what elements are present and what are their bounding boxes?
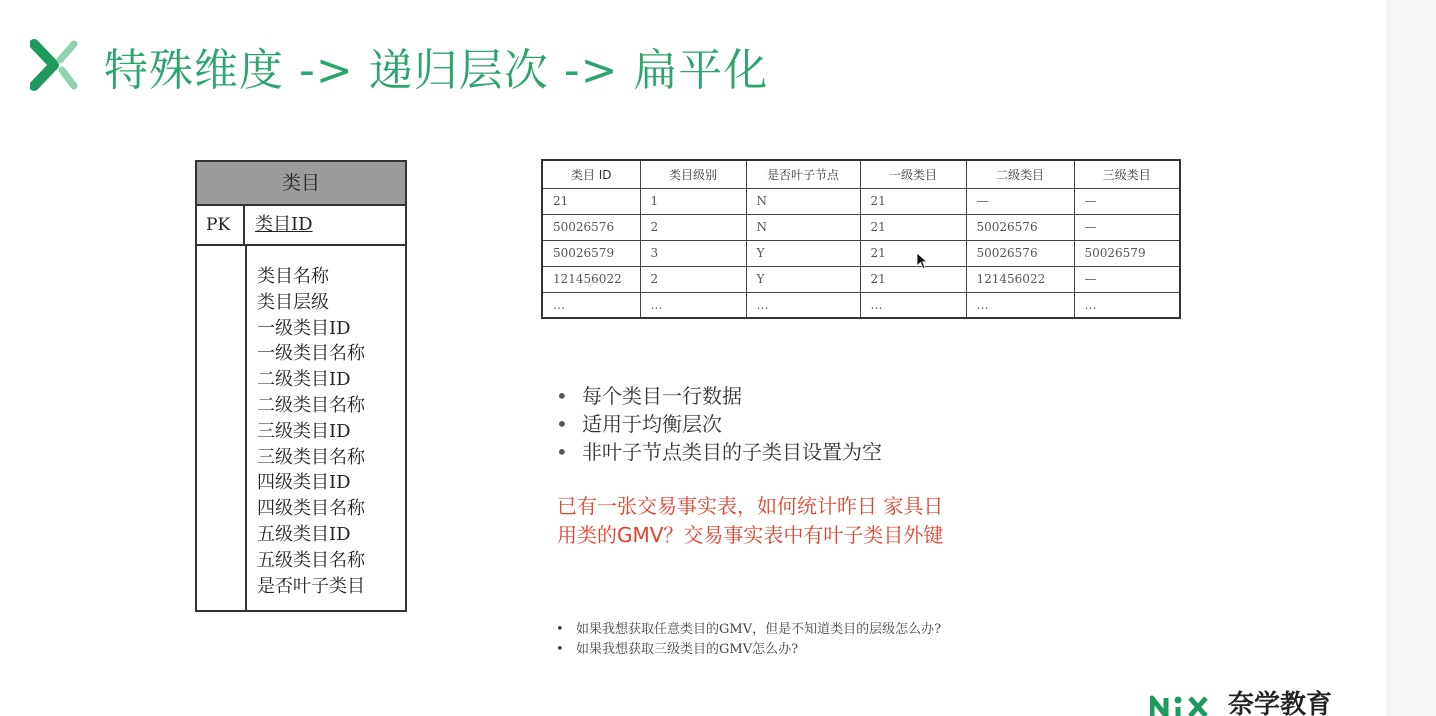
table-cell: — [1074,188,1180,214]
table-cell: 3 [640,240,746,266]
table-cell: 50026576 [966,240,1074,266]
note-line: 用类的GMV？交易事实表中有叶子类目外键 [557,523,944,547]
table-row [542,292,1180,318]
attribute: 四级类目名称 [257,498,365,520]
column-header: 类目 ID [542,160,640,188]
attribute: 是否叶子类目 [257,575,365,597]
table-cell: … [860,292,966,318]
attribute: 类目层级 [257,291,329,313]
attribute: 五级类目ID [257,523,351,545]
mouse-pointer-icon [916,252,928,270]
entity-attributes-section [197,246,405,610]
list-item: • 非叶子节点类目的子类目设置为空 [556,438,882,466]
table-cell: 121456022 [542,266,640,292]
table-cell: 2 [640,214,746,240]
table-cell: 2 [640,266,746,292]
x-chevron-logo-icon [30,38,80,92]
entity-name: 类目 [197,162,405,206]
attribute-list [257,264,365,599]
list-item: • 如果我想获取任意类目的GMV，但是不知道类目的层级怎么办? [556,620,941,640]
table-cell: — [1074,214,1180,240]
attribute: 三级类目名称 [257,446,365,468]
table-cell: 50026579 [1074,240,1180,266]
attribute: 五级类目名称 [257,549,365,571]
table-cell: — [1074,266,1180,292]
question-list [556,620,941,660]
table-cell: 21 [860,214,966,240]
table-cell: … [542,292,640,318]
list-item: • 适用于均衡层次 [556,410,882,438]
entity-column-divider [245,246,247,610]
table-cell: 21 [542,188,640,214]
table-cell: 121456022 [966,266,1074,292]
table-cell: 21 [860,266,966,292]
table-cell: 1 [640,188,746,214]
nx-brand-logo-icon [1150,690,1224,716]
feature-bullet-list [556,382,882,466]
attribute: 类目名称 [257,266,329,287]
attribute: 一级类目ID [257,317,351,339]
table-cell: … [746,292,860,318]
table-cell: … [966,292,1074,318]
table-cell: 50026576 [542,214,640,240]
table-cell: Y [746,266,860,292]
table-cell: 50026579 [542,240,640,266]
table-row [542,266,1180,292]
column-header: 是否叶子节点 [746,160,860,188]
column-header: 三级类目 [1074,160,1180,188]
note-line: 已有一张交易事实表，如何统计昨日 家具日 [557,494,944,518]
question-note [557,492,943,550]
column-header: 类目级别 [640,160,746,188]
attribute: 一级类目名称 [257,343,365,365]
list-item: • 每个类目一行数据 [556,382,882,410]
list-item: • 如果我想获取三级类目的GMV怎么办? [556,640,941,660]
pk-field: 类目ID [255,214,313,235]
table-cell: N [746,214,860,240]
attribute: 二级类目ID [257,369,351,391]
brand-name: 奈学教育 [1228,690,1333,716]
attribute: 二级类目名称 [257,394,365,416]
table-cell: 50026576 [966,214,1074,240]
brand-footer [1150,690,1332,716]
table-row [542,240,1180,266]
page-title: 特殊维度 -> 递归层次 -> 扁平化 [104,45,769,96]
table-cell: 21 [860,240,966,266]
table-cell: … [640,292,746,318]
attribute: 四级类目ID [257,472,351,494]
column-header: 一级类目 [860,160,966,188]
flattened-category-table [541,159,1181,319]
table-cell: Y [746,240,860,266]
entity-primary-key-row [197,206,405,246]
table-cell: … [1074,292,1180,318]
table-cell: N [746,188,860,214]
category-entity-box [195,160,407,612]
table-header-row [542,160,1180,188]
table-cell: — [966,188,1074,214]
column-header: 二级类目 [966,160,1074,188]
table-row [542,214,1180,240]
table-cell: 21 [860,188,966,214]
table-row [542,188,1180,214]
slide-edge-strip [1386,0,1436,716]
pk-label: PK [197,206,245,244]
attribute: 三级类目ID [257,420,351,442]
